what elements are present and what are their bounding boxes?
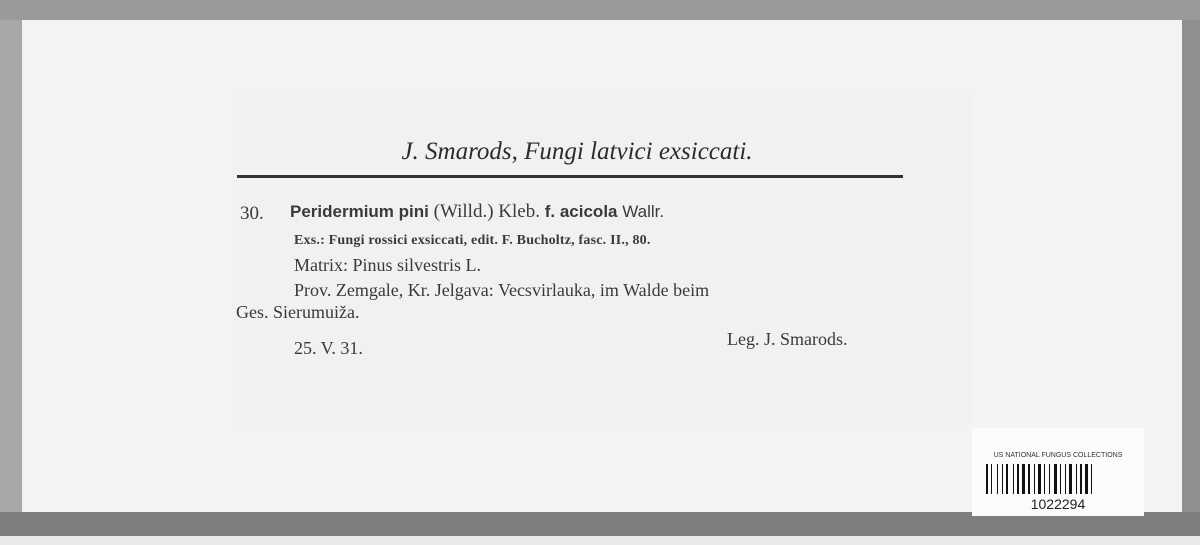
series-title: J. Smarods, Fungi latvici exsiccati. (401, 138, 753, 165)
collector: Leg. J. Smarods. (727, 329, 848, 349)
species-line (290, 201, 664, 223)
forma: f. acicola (544, 202, 618, 221)
photo-bottom-strip (0, 536, 1200, 545)
exsiccata-line: Exs.: Fungi rossici exsiccati, edit. F. Bucholtz, fasc. II., 80. (294, 233, 651, 248)
provenance-line-1: Prov. Zemgale, Kr. Jelgava: Vecsvirlauka, im Walde beim (294, 280, 710, 300)
specimen-number: 30. (240, 203, 264, 224)
forma-author: Wallr. (622, 202, 665, 221)
barcode-title: US NATIONAL FUNGUS COLLECTIONS (993, 452, 1123, 459)
matrix-line: Matrix: Pinus silvestris L. (294, 255, 482, 275)
species-author: (Willd.) Kleb. (433, 201, 540, 222)
barcode-number: 1022294 (1030, 496, 1086, 512)
collection-date: 25. V. 31. (294, 338, 363, 358)
specimen-label (232, 95, 972, 425)
genus-species: Peridermium pini (290, 202, 429, 221)
title-rule (237, 175, 903, 178)
photo-left-background (0, 20, 22, 512)
barcode-bars (986, 464, 1130, 494)
photo-top-background (0, 0, 1200, 20)
provenance-line-2: Ges. Sierumuiža. (236, 302, 360, 322)
barcode-label (972, 428, 1144, 516)
herbarium-sheet (22, 20, 1182, 512)
